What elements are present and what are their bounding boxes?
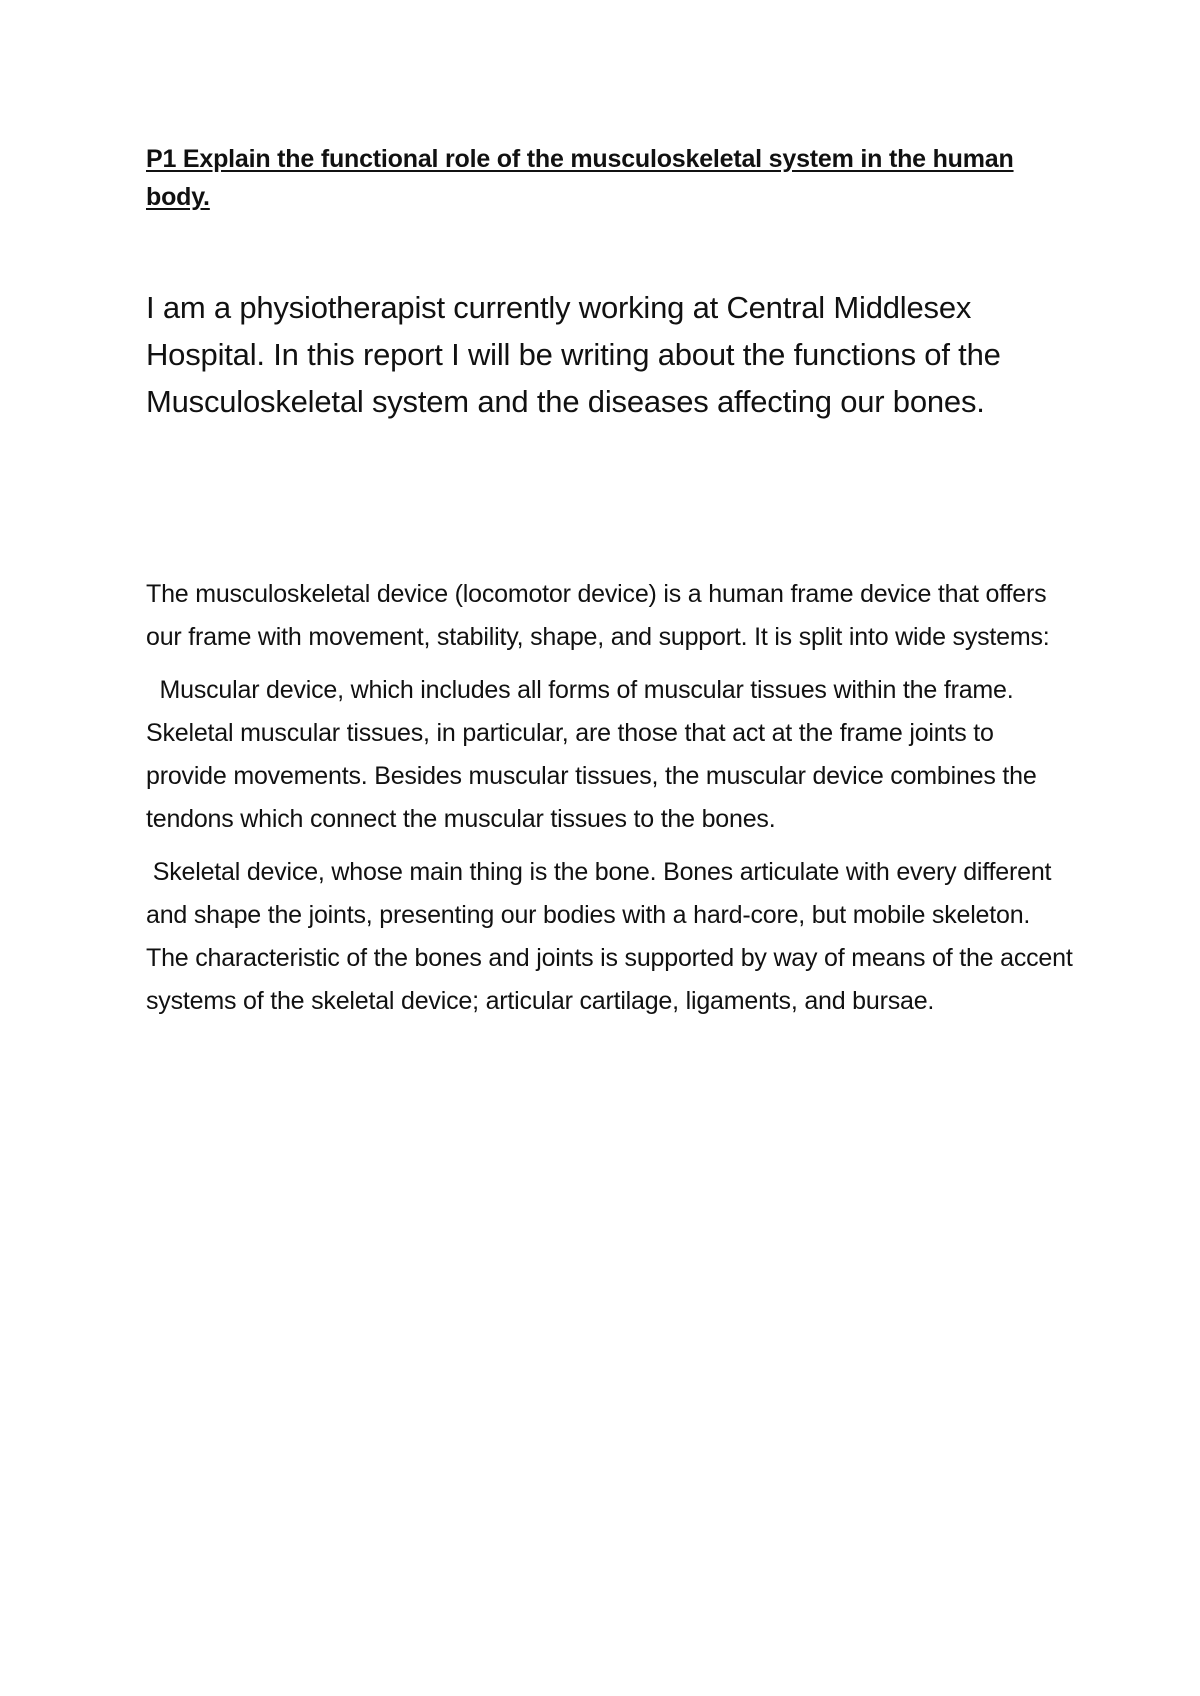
document-heading: P1 Explain the functional role of the musculoskeletal system in the human body. <box>146 145 1014 211</box>
paragraph-skeletal: Skeletal device, whose main thing is the bone. Bones articulate with every different and shape the joints, presenting our bodies with a hard-core, but mobile skeleton. The characteristic of the bones and joints is supported by way of means of the accent systems of the skeletal device; articular cartilage, ligaments, and bursae. <box>146 858 1080 1015</box>
paragraph-overview: The musculoskeletal device (locomotor device) is a human frame device that offers our frame with movement, stability, shape, and support. It is split into wide systems: <box>146 580 1050 651</box>
intro-paragraph: I am a physiotherapist currently working at Central Middlesex Hospital. In this report I will be writing about the functions of the Musculoskeletal system and the diseases affecting our bones. <box>146 290 1001 419</box>
paragraph-muscular: Muscular device, which includes all forms of muscular tissues within the frame. Skeletal muscular tissues, in particular, are those that act at the frame joints to provide movements. Besides muscular tissues, the muscular device combines the tendons which connect the muscular tissues to the bones. <box>146 676 1044 833</box>
document-body <box>146 140 1080 1023</box>
